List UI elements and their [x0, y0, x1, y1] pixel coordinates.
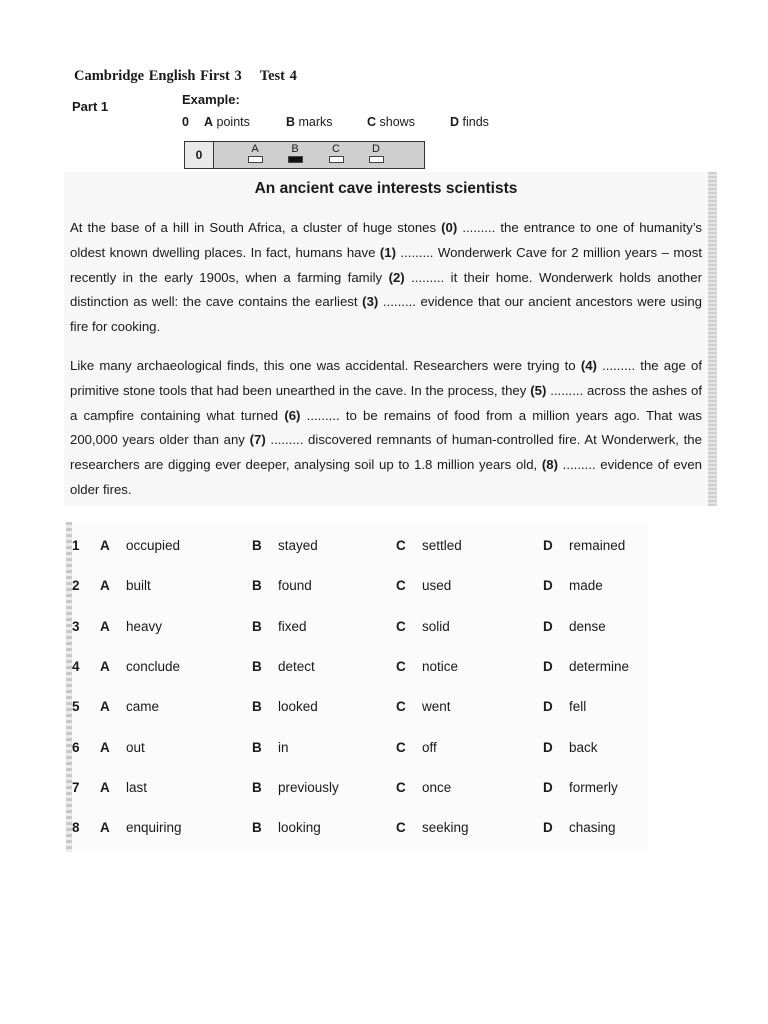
- option-letter-c: C: [396, 699, 406, 715]
- option-letter-a: A: [100, 779, 110, 795]
- example-number: 0: [182, 115, 189, 129]
- gap-number: (2): [388, 269, 405, 285]
- option-b: looked: [278, 699, 318, 715]
- option-d: chasing: [569, 820, 616, 836]
- answer-choice-b: B: [285, 143, 305, 163]
- answer-choice-c: C: [326, 143, 346, 163]
- question-row: [66, 813, 648, 843]
- answer-options-table: [66, 522, 648, 852]
- option-d: made: [569, 578, 603, 594]
- question-number: 2: [72, 578, 80, 594]
- option-letter-c: C: [396, 578, 406, 594]
- gap-number: (5): [530, 382, 547, 398]
- option-letter-c: C: [396, 658, 406, 674]
- passage-text: ......... to be remains of food from a million years ago. That was 200,000 years older than any: [70, 407, 702, 448]
- document-header: [74, 68, 297, 85]
- option-c: used: [422, 578, 452, 594]
- option-b: looking: [278, 820, 321, 836]
- passage-title: An ancient cave interests scientists: [254, 180, 518, 197]
- option-a: enquiring: [126, 820, 182, 836]
- example-option-c: C shows: [367, 115, 415, 129]
- scan-edge: [708, 172, 717, 506]
- option-letter-b: B: [252, 820, 262, 836]
- option-letter-a: A: [100, 578, 110, 594]
- answer-lozenge: [369, 156, 384, 163]
- passage-text: ......... across the ashes of a campfire containing what turned: [70, 382, 702, 423]
- option-b: in: [278, 739, 289, 755]
- option-letter-c: C: [396, 820, 406, 836]
- question-row: [66, 612, 648, 642]
- option-c: went: [422, 699, 451, 715]
- option-letter-d: D: [543, 618, 553, 634]
- gap-number: (3): [362, 294, 379, 310]
- option-letter-a: A: [100, 538, 110, 553]
- question-number: 1: [72, 538, 80, 553]
- option-letter-d: D: [543, 578, 553, 594]
- answer-sheet-number: 0: [185, 142, 214, 168]
- answer-lozenge: [329, 156, 344, 163]
- option-c: settled: [422, 538, 462, 553]
- option-c: notice: [422, 658, 459, 674]
- option-b: previously: [278, 779, 339, 795]
- option-letter-a: A: [100, 739, 110, 755]
- question-row: [66, 733, 648, 763]
- book-title: Cambridge English First 3: [74, 68, 242, 84]
- example-answer-sheet: [184, 141, 425, 169]
- option-letter-d: D: [543, 658, 553, 674]
- question-row: [66, 531, 648, 561]
- option-d: remained: [569, 538, 626, 553]
- option-letter-b: B: [252, 658, 262, 674]
- question-number: 4: [72, 658, 80, 674]
- option-letter-d: D: [543, 820, 553, 836]
- example-option-d: D finds: [450, 115, 489, 129]
- gap-number: (8): [541, 457, 558, 473]
- option-d: back: [569, 739, 598, 755]
- reading-passage: [64, 172, 708, 506]
- option-letter-b: B: [252, 538, 262, 553]
- question-number: 7: [72, 779, 80, 795]
- option-d: dense: [569, 618, 606, 634]
- option-a: out: [126, 739, 145, 755]
- gap-number: (6): [284, 407, 301, 423]
- question-number: 8: [72, 820, 80, 836]
- passage-text: At the base of a hill in South Africa, a cluster of huge stones: [70, 220, 442, 235]
- passage-text: ......... the age of primitive stone tools that had been unearthed in the cave. In the process, they: [70, 358, 702, 398]
- option-letter-a: A: [100, 699, 110, 715]
- option-letter-d: D: [543, 699, 553, 715]
- gap-number: (0): [441, 220, 458, 235]
- option-letter-a: A: [100, 618, 110, 634]
- passage-text: ......... the entrance to one of humanity’s oldest known dwelling places. In fact, humans have: [70, 220, 702, 260]
- scan-edge: [66, 522, 72, 852]
- passage-paragraph-1: [70, 216, 702, 340]
- option-letter-c: C: [396, 739, 406, 755]
- answer-choice-a: A: [245, 143, 265, 163]
- option-a: came: [126, 699, 160, 715]
- option-letter-d: D: [543, 538, 553, 553]
- example-option-b: B marks: [286, 115, 333, 129]
- test-number: Test 4: [259, 68, 297, 84]
- gap-number: (7): [249, 432, 266, 448]
- option-letter-d: D: [543, 739, 553, 755]
- option-b: stayed: [278, 538, 318, 553]
- option-a: last: [126, 779, 148, 795]
- option-a: occupied: [126, 538, 181, 553]
- gap-number: (1): [379, 244, 397, 260]
- passage-paragraph-2: [70, 354, 702, 503]
- gap-number: (4): [580, 358, 597, 373]
- question-row: [66, 652, 648, 682]
- option-a: heavy: [126, 618, 163, 634]
- question-number: 5: [72, 699, 80, 715]
- option-letter-b: B: [252, 699, 262, 715]
- passage-text: Like many archaeological finds, this one was accidental. Researchers were trying to: [70, 358, 581, 373]
- option-c: solid: [422, 618, 450, 634]
- option-c: off: [422, 739, 437, 755]
- option-letter-c: C: [396, 618, 406, 634]
- option-letter-b: B: [252, 578, 262, 594]
- option-a: built: [126, 578, 151, 594]
- option-a: conclude: [126, 658, 181, 674]
- option-d: formerly: [569, 779, 618, 795]
- answer-choice-d: D: [366, 143, 386, 163]
- option-d: determine: [569, 658, 630, 674]
- passage-text: ......... evidence of even older fires.: [70, 457, 703, 497]
- example-option-a: A points: [204, 115, 250, 129]
- option-letter-b: B: [252, 739, 262, 755]
- option-b: found: [278, 578, 312, 594]
- part-label: Part 1: [72, 99, 109, 114]
- option-letter-a: A: [100, 820, 110, 836]
- option-c: once: [422, 779, 452, 795]
- option-letter-d: D: [543, 779, 553, 795]
- answer-lozenge-filled: [288, 156, 303, 163]
- passage-text: ......... evidence that our ancient ancestors were using fire for cooking.: [70, 294, 702, 335]
- answer-lozenge: [248, 156, 263, 163]
- question-row: [66, 571, 648, 601]
- question-row: [66, 773, 648, 803]
- option-b: detect: [278, 658, 315, 674]
- question-number: 6: [72, 739, 80, 755]
- option-letter-b: B: [252, 618, 262, 634]
- example-label: Example:: [182, 92, 240, 107]
- option-letter-b: B: [252, 779, 262, 795]
- option-b: fixed: [278, 618, 307, 634]
- option-d: fell: [569, 699, 587, 715]
- question-row: [66, 692, 648, 722]
- option-letter-a: A: [100, 658, 110, 674]
- option-c: seeking: [422, 820, 469, 836]
- passage-text: ......... it their home. Wonderwerk holds another distinction as well: the cave contains the earliest: [70, 269, 702, 310]
- question-number: 3: [72, 618, 80, 634]
- option-letter-c: C: [396, 538, 406, 553]
- passage-text: ......... Wonderwerk Cave for 2 million years – most recently in the early 1900s, when a farming family: [70, 244, 702, 285]
- option-letter-c: C: [396, 779, 406, 795]
- passage-text: ......... discovered remnants of human-controlled fire. At Wonderwerk, the researchers are digging ever deeper, analysing soil up to 1.8 million years old,: [70, 432, 702, 473]
